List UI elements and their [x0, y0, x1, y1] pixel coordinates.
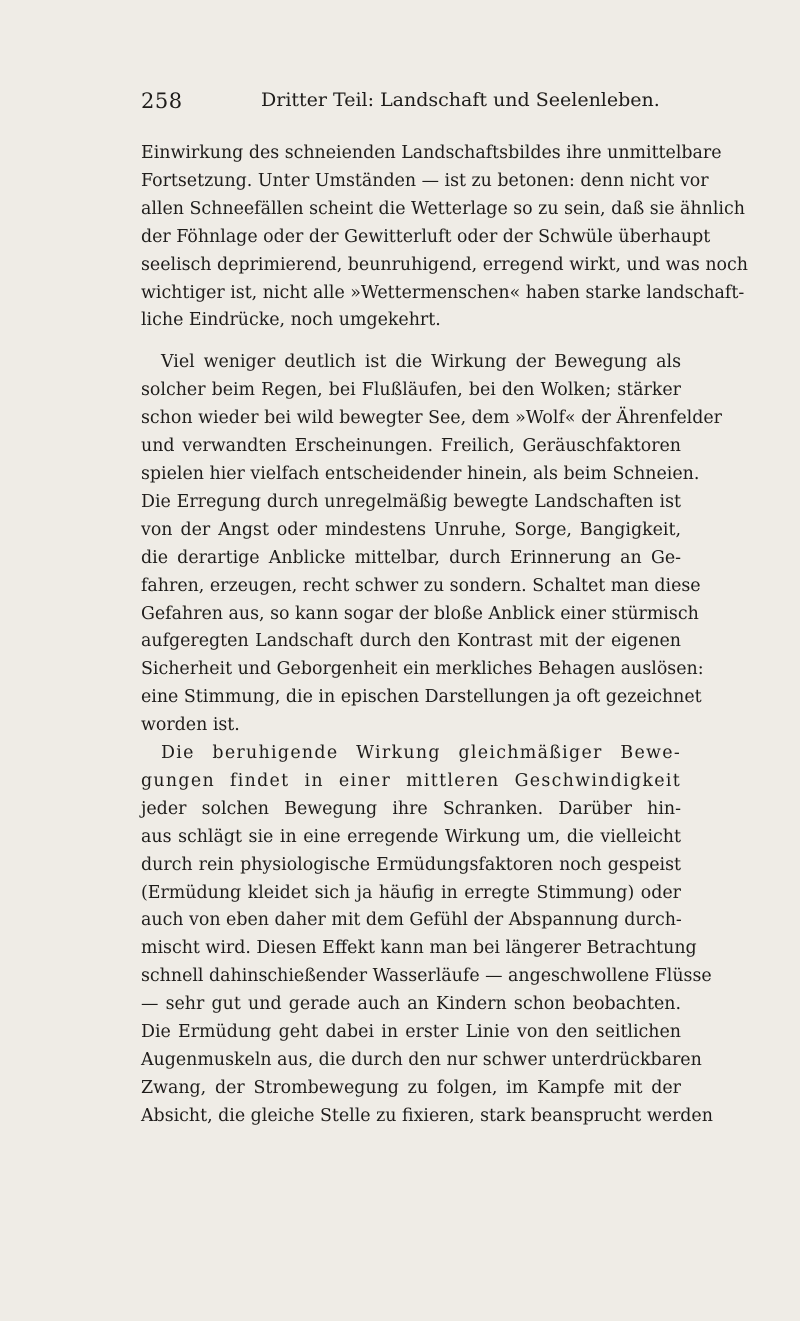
- text-line: Sicherheit und Geborgenheit ein merkliches Behagen auslösen:: [141, 659, 704, 680]
- text-line: der Föhnlage oder der Gewitterluft oder der Schwüle überhaupt: [141, 226, 711, 247]
- running-head: Dritter Teil: Landschaft und Seelenleben.: [261, 89, 660, 111]
- text-line: die derartige Anblicke mittelbar, durch Erinnerung an Ge-: [141, 547, 681, 568]
- text-line: seelisch deprimierend, beunruhigend, erregend wirkt, und was noch: [141, 254, 748, 275]
- text-line: (Ermüdung kleidet sich ja häufig in erregte Stimmung) oder: [141, 882, 681, 903]
- text-line: schon wieder bei wild bewegter See, dem »Wolf« der Ährenfelder: [141, 408, 722, 429]
- paragraph-3: [141, 740, 713, 1131]
- text-line: gungen findet in einer mittleren Geschwindigkeit: [141, 770, 681, 791]
- text-line: Viel weniger deutlich ist die Wirkung der Bewegung als: [161, 352, 681, 373]
- text-line: schnell dahinschießender Wasserläufe — angeschwollene Flüsse: [141, 966, 712, 987]
- text-line: jeder solchen Bewegung ihre Schranken. Darüber hin-: [141, 798, 681, 819]
- text-line: aufgeregten Landschaft durch den Kontrast mit der eigenen: [141, 631, 681, 652]
- body-text: [141, 140, 748, 1131]
- text-line: von der Angst oder mindestens Unruhe, Sorge, Bangigkeit,: [141, 519, 681, 540]
- text-line: Einwirkung des schneienden Landschaftsbildes ihre unmittelbare: [141, 143, 722, 163]
- text-line: eine Stimmung, die in epischen Darstellungen ja oft gezeichnet: [141, 687, 702, 708]
- text-line: Absicht, die gleiche Stelle zu fixieren, stark beansprucht werden: [141, 1105, 713, 1126]
- text-line: Augenmuskeln aus, die durch den nur schwer unterdrückbaren: [141, 1050, 702, 1070]
- text-line: Die Ermüdung geht dabei in erster Linie von den seitlichen: [141, 1022, 681, 1043]
- text-line: und verwandten Erscheinungen. Freilich, Geräuschfaktoren: [141, 436, 681, 457]
- text-line: aus schlägt sie in eine erregende Wirkung um, die vielleicht: [141, 826, 681, 847]
- text-line: Zwang, der Strombewegung zu folgen, im Kampfe mit der: [141, 1077, 681, 1098]
- text-line: allen Schneefällen scheint die Wetterlage so zu sein, daß sie ähnlich: [141, 198, 745, 219]
- page-header: [141, 89, 681, 119]
- text-line: — sehr gut und gerade auch an Kindern schon beobachten.: [141, 994, 681, 1015]
- paragraph-2: [141, 349, 722, 740]
- text-line: Die Erregung durch unregelmäßig bewegte Landschaften ist: [141, 491, 681, 512]
- paragraph-1: [141, 140, 748, 335]
- text-line: liche Eindrücke, noch umgekehrt.: [141, 310, 441, 331]
- text-line: auch von eben daher mit dem Gefühl der Abspannung durch-: [141, 910, 682, 931]
- text-line: fahren, erzeugen, recht schwer zu sondern. Schaltet man diese: [141, 575, 701, 596]
- text-line: solcher beim Regen, bei Flußläufen, bei den Wolken; stärker: [141, 380, 681, 401]
- text-line: durch rein physiologische Ermüdungsfaktoren noch gespeist: [141, 854, 681, 875]
- text-line: Gefahren aus, so kann sogar der bloße Anblick einer stürmisch: [141, 603, 699, 624]
- text-line: spielen hier vielfach entscheidender hinein, als beim Schneien.: [141, 463, 700, 484]
- paragraph-gap: [141, 335, 681, 349]
- text-line: worden ist.: [141, 715, 240, 736]
- page-number: 258: [141, 89, 183, 113]
- text-line: wichtiger ist, nicht alle »Wettermenschen« haben starke landschaft-: [141, 282, 745, 303]
- text-line: mischt wird. Diesen Effekt kann man bei längerer Betrachtung: [141, 938, 697, 959]
- text-line: Fortsetzung. Unter Umständen — ist zu betonen: denn nicht vor: [141, 170, 709, 191]
- text-line: Die beruhigende Wirkung gleichmäßiger Bewe-: [161, 743, 681, 764]
